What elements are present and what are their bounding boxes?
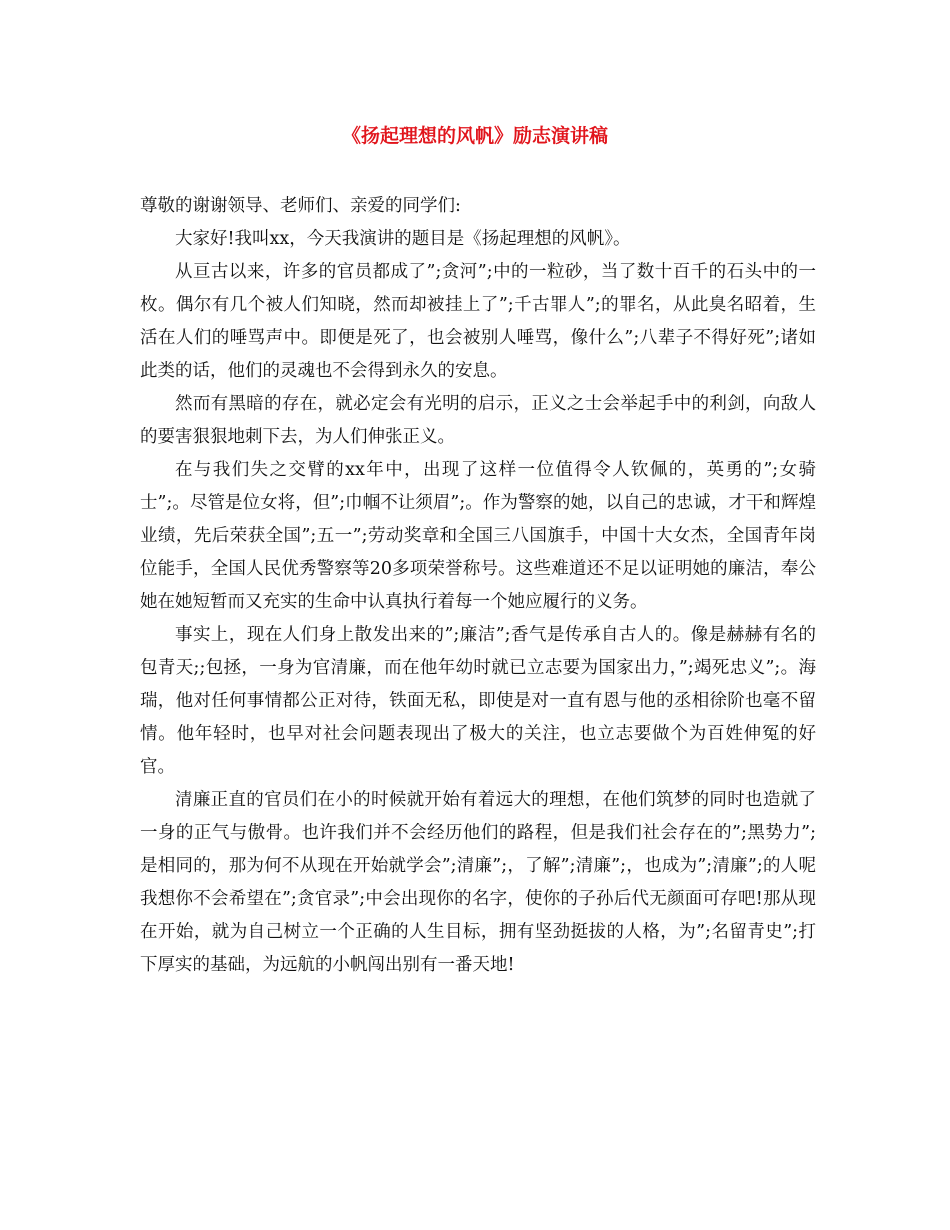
paragraph-justice: 然而有黑暗的存在，就必定会有光明的启示，正义之士会举起手中的利剑，向敌人的要害狠狠地刺下去，为人们伸张正义。	[140, 394, 816, 447]
paragraph-greeting: 大家好!我叫xx，今天我演讲的题目是《扬起理想的风帆》。	[175, 229, 631, 249]
paragraph-historical-officials: 事实上，现在人们身上散发出来的”;廉洁”;香气是传承自古人的。像是赫赫有名的包青天;;包拯，一身为官清廉，而在他年幼时就已立志要为国家出力，”;竭死忠义”;。海瑞，他对任何事情都公正对待，铁面无私，即使是对一直有恩与他的丞相徐阶也毫不留情。他年轻时，也早对社会问题表现出了极大的关注，也立志要做个为百姓伸冤的好官。	[140, 625, 816, 777]
salutation: 尊敬的谢谢领导、老师们、亲爱的同学们:	[140, 196, 461, 216]
paragraph-female-knight: 在与我们失之交臂的xx年中，出现了这样一位值得令人钦佩的，英勇的”;女骑士”;。尽管是位女将，但”;巾帼不让须眉”;。作为警察的她，以自己的忠诚，才干和辉煌业绩，先后荣获全国”;五一”;劳动奖章和全国三八国旗手，中国十大女杰，全国青年岗位能手，全国人民优秀警察等20多项荣誉称号。这些难道还不足以证明她的廉洁，奉公她在她短暂而又充实的生命中认真执行着每一个她应履行的义务。	[140, 460, 816, 612]
document-title: 《扬起理想的风帆》励志演讲稿	[341, 125, 608, 147]
document-body	[140, 190, 816, 982]
paragraph-corrupt-officials: 从亘古以来，许多的官员都成了”;贪河”;中的一粒砂，当了数十百千的石头中的一枚。偶尔有几个被人们知晓，然而却被挂上了”;千古罪人”;的罪名，从此臭名昭着，生活在人们的唾骂声中。即便是死了，也会被别人唾骂，像什么”;八辈子不得好死”;诸如此类的话，他们的灵魂也不会得到永久的安息。	[140, 262, 816, 381]
paragraph-conclusion: 清廉正直的官员们在小的时候就开始有着远大的理想，在他们筑梦的同时也造就了一身的正气与傲骨。也许我们并不会经历他们的路程，但是我们社会存在的”;黑势力”;是相同的，那为何不从现在开始就学会”;清廉”;，了解”;清廉”;，也成为”;清廉”;的人呢我想你不会希望在”;贪官录”;中会出现你的名字，使你的子孙后代无颜面可存吧!那从现在开始，就为自己树立一个正确的人生目标，拥有坚劲挺拔的人格，为”;名留青史”;打下厚实的基础，为远航的小帆闯出别有一番天地!	[140, 790, 816, 975]
